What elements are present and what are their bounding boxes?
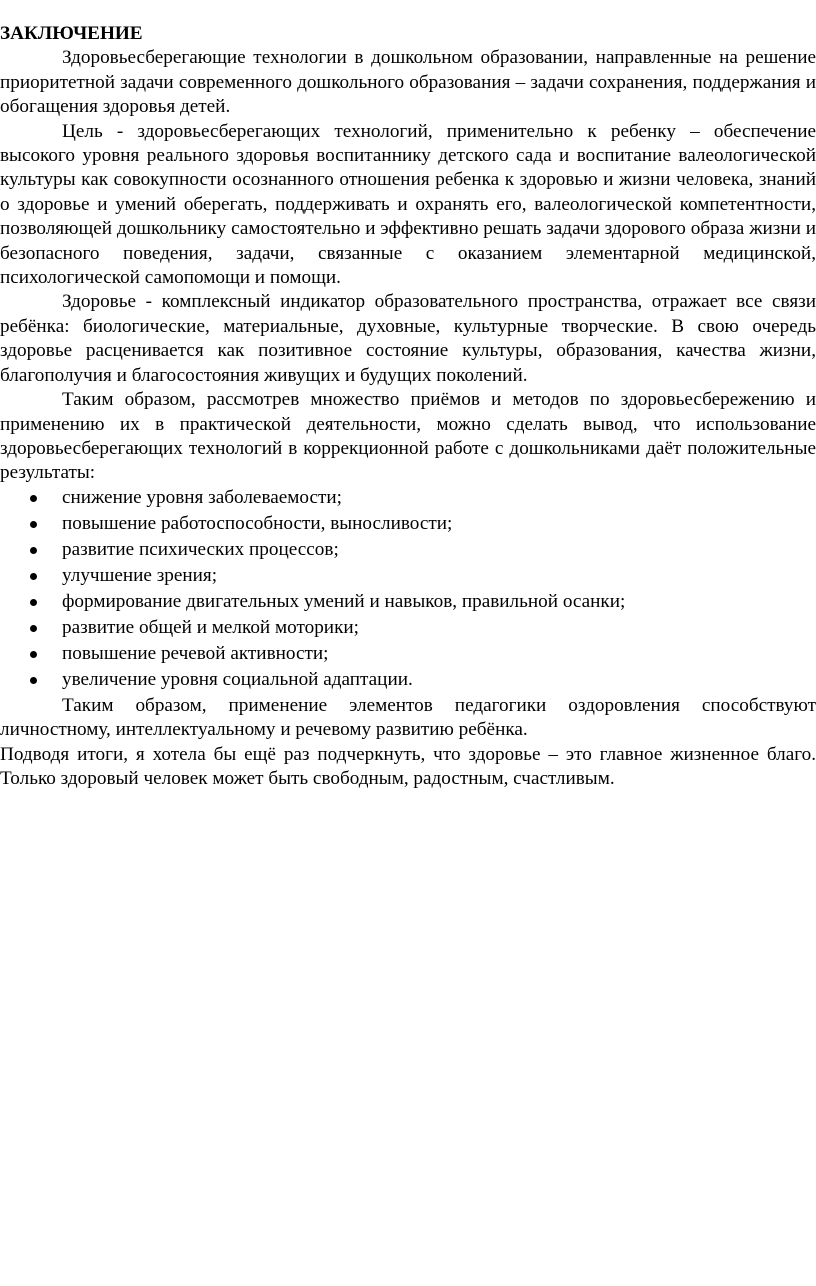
list-item-text: формирование двигательных умений и навыков, правильной осанки; xyxy=(62,590,626,612)
page-title: ЗАКЛЮЧЕНИЕ xyxy=(0,23,143,44)
paragraph-goal: Цель - здоровьесберегающих технологий, применительно к ребенку – обеспечение высокого уровня реального здоровья воспитаннику детского сада и воспитание валеологической культуры как совокупности осознанного отношения ребенка к здоровью и жизни человека, знаний о здоровье и умений оберегать, поддерживать и охранять его, валеологической компетентности, позволяющей дошкольнику самостоятельно и эффективно решать задачи здорового образа жизни и безопасного поведения, задачи, связанные с оказанием элементарной медицинской, психологической самопомощи и помощи. xyxy=(0,120,816,289)
list-item xyxy=(0,512,816,538)
results-list xyxy=(0,486,816,694)
paragraph-closing: Таким образом, применение элементов педагогики оздоровления способствуют личностному, интеллектуальному и речевому развитию ребёнка. xyxy=(0,694,816,741)
bullet-icon xyxy=(30,599,37,606)
bullet-icon xyxy=(30,573,37,580)
document-page xyxy=(0,22,816,791)
list-item-text: повышение работоспособности, выносливости; xyxy=(62,512,453,534)
bullet-icon xyxy=(30,521,37,528)
bullet-icon xyxy=(30,495,37,502)
bullet-icon xyxy=(30,651,37,658)
bullet-icon xyxy=(30,547,37,554)
list-item xyxy=(0,564,816,590)
list-item xyxy=(0,668,816,694)
list-item-text: улучшение зрения; xyxy=(62,564,218,586)
list-item xyxy=(0,616,816,642)
list-item xyxy=(0,590,816,616)
bullet-icon xyxy=(30,677,37,684)
paragraph-health: Здоровье - комплексный индикатор образовательного пространства, отражает все связи ребёнка: биологические, материальные, духовные, культурные творческие. В свою очередь здоровье расценивается как позитивное состояние культуры, образования, качества жизни, благополучия и благосостояния живущих и будущих поколений. xyxy=(0,291,816,386)
paragraph-final: Подводя итоги, я хотела бы ещё раз подчеркнуть, что здоровье – это главное жизненное благо. Только здоровый человек может быть свободным, радостным, счастливым. xyxy=(0,743,816,789)
bullet-icon xyxy=(30,625,37,632)
list-item-text: развитие психических процессов; xyxy=(62,538,339,560)
list-item xyxy=(0,538,816,564)
list-item xyxy=(0,486,816,512)
list-item-text: развитие общей и мелкой моторики; xyxy=(62,616,359,638)
paragraph-conclusion: Таким образом, рассмотрев множество приёмов и методов по здоровьесбережению и применению их в практической деятельности, можно сделать вывод, что использование здоровьесберегающих технологий в коррекционной работе с дошкольниками даёт положительные результаты: xyxy=(0,389,816,484)
list-item xyxy=(0,642,816,668)
list-item-text: увеличение уровня социальной адаптации. xyxy=(62,668,413,690)
list-item-text: повышение речевой активности; xyxy=(62,642,329,664)
paragraph-intro: Здоровьесберегающие технологии в дошкольном образовании, направленные на решение приоритетной задачи современного дошкольного образования – задачи сохранения, поддержания и обогащения здоровья детей. xyxy=(0,47,816,118)
list-item-text: снижение уровня заболеваемости; xyxy=(62,486,342,508)
